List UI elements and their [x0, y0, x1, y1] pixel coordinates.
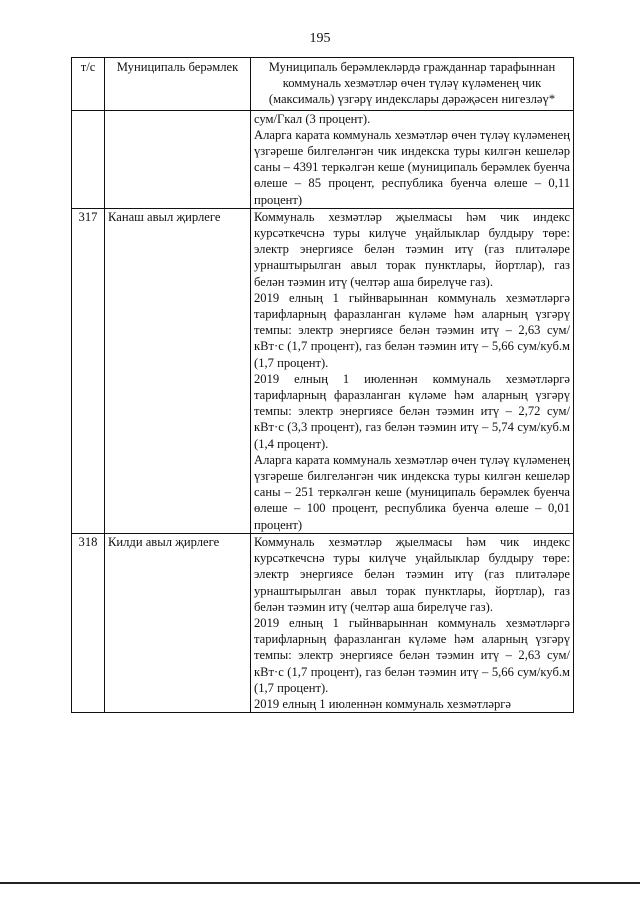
- paragraph: 2019 елның 1 июленнән коммуналь хезмәтләргә: [254, 696, 511, 711]
- paragraph: Коммуналь хезмәтләр җыелмасы һәм чик индекс курсәткечснә туры килүче уңайлыклар булдыру төре: электр энергиясе белән тәэмин итү (газ плитәләре урнаштырылган авыл торак пунктлары, йортлар), газ белән тәэмин итү (челтәр аша бирелүче газ).: [254, 209, 570, 289]
- paragraph: Аларга карата коммуналь хезмәтләр өчен түләү күләменең үзгәреше билгеләнгән чик индекска туры килгән кешеләр саны – 251 теркәлгән кеше (муниципаль берәмлек буенча өлеше – 100 процент, республика буенча өлеше – 0,01 процент): [254, 452, 570, 532]
- paragraph: Коммуналь хезмәтләр җыелмасы һәм чик индекс курсәткечснә туры килүче уңайлыклар булдыру төре: электр энергиясе белән тәэмин итү (газ плитәләре урнаштырылган авыл торак пунктлары, йортлар), газ белән тәэмин итү (челтәр аша бирелүче газ).: [254, 534, 570, 614]
- paragraph: сум/Гкал (3 процент).: [254, 111, 371, 126]
- row-content: [251, 208, 574, 533]
- paragraph: 2019 елның 1 гыйнварыннан коммуналь хезмәтләргә тарифларның фаразланган күләме һәм аларның үзгәрү темпы: электр энергиясе белән тәэмин итү – 2,63 сум/кВт·с (1,7 процент), газ белән тәэмин итү – 5,66 сум/куб.м (1,7 процент).: [254, 290, 570, 370]
- paragraph: 2019 елның 1 июленнән коммуналь хезмәтләргә тарифларның фаразланган күләме һәм аларның үзгәрү темпы: электр энергиясе белән тәэмин итү – 2,72 сум/кВт·с (3,3 процент), газ белән тәэмин итү – 5,74 сум/куб.м (1,4 процент).: [254, 371, 570, 451]
- municipal-tariff-table: [71, 57, 574, 713]
- row-number: 317: [72, 208, 105, 533]
- header-content: Муниципаль берәмлекләрдә гражданнар тарафыннан коммуналь хезмәтләр өчен түләү күләменең чик (максималь) үзгәрү индекслары дәрәҗәсен нигезләү*: [251, 58, 574, 111]
- row-municipality: [105, 110, 251, 208]
- table-row: [72, 208, 574, 533]
- table-row: [72, 110, 574, 208]
- header-row: [72, 58, 574, 111]
- row-content: [251, 533, 574, 712]
- table-row: [72, 533, 574, 712]
- paragraph: Аларга карата коммуналь хезмәтләр өчен түләү күләменең үзгәреше билгеләнгән чик индекска туры килгән кешеләр саны – 4391 теркәлгән кеше (муниципаль берәмлек буенча өлеше – 85 процент, республика буенча өлеше – 0,11 процент): [254, 127, 570, 207]
- row-number: 318: [72, 533, 105, 712]
- header-num: т/с: [72, 58, 105, 111]
- header-municipality: Муниципаль берәмлек: [105, 58, 251, 111]
- page-bottom-rule: [0, 882, 640, 884]
- paragraph: 2019 елның 1 гыйнварыннан коммуналь хезмәтләргә тарифларның фаразланган күләме һәм аларның үзгәрү темпы: электр энергиясе белән тәэмин итү – 2,63 сум/кВт·с (1,7 процент), газ белән тәэмин итү – 5,66 сум/куб.м (1,7 процент).: [254, 615, 570, 695]
- row-municipality: Канаш авыл җирлеге: [105, 208, 251, 533]
- row-municipality: Килди авыл җирлеге: [105, 533, 251, 712]
- row-content: [251, 110, 574, 208]
- row-number: [72, 110, 105, 208]
- table-header: [72, 58, 574, 111]
- page-number: 195: [309, 31, 331, 46]
